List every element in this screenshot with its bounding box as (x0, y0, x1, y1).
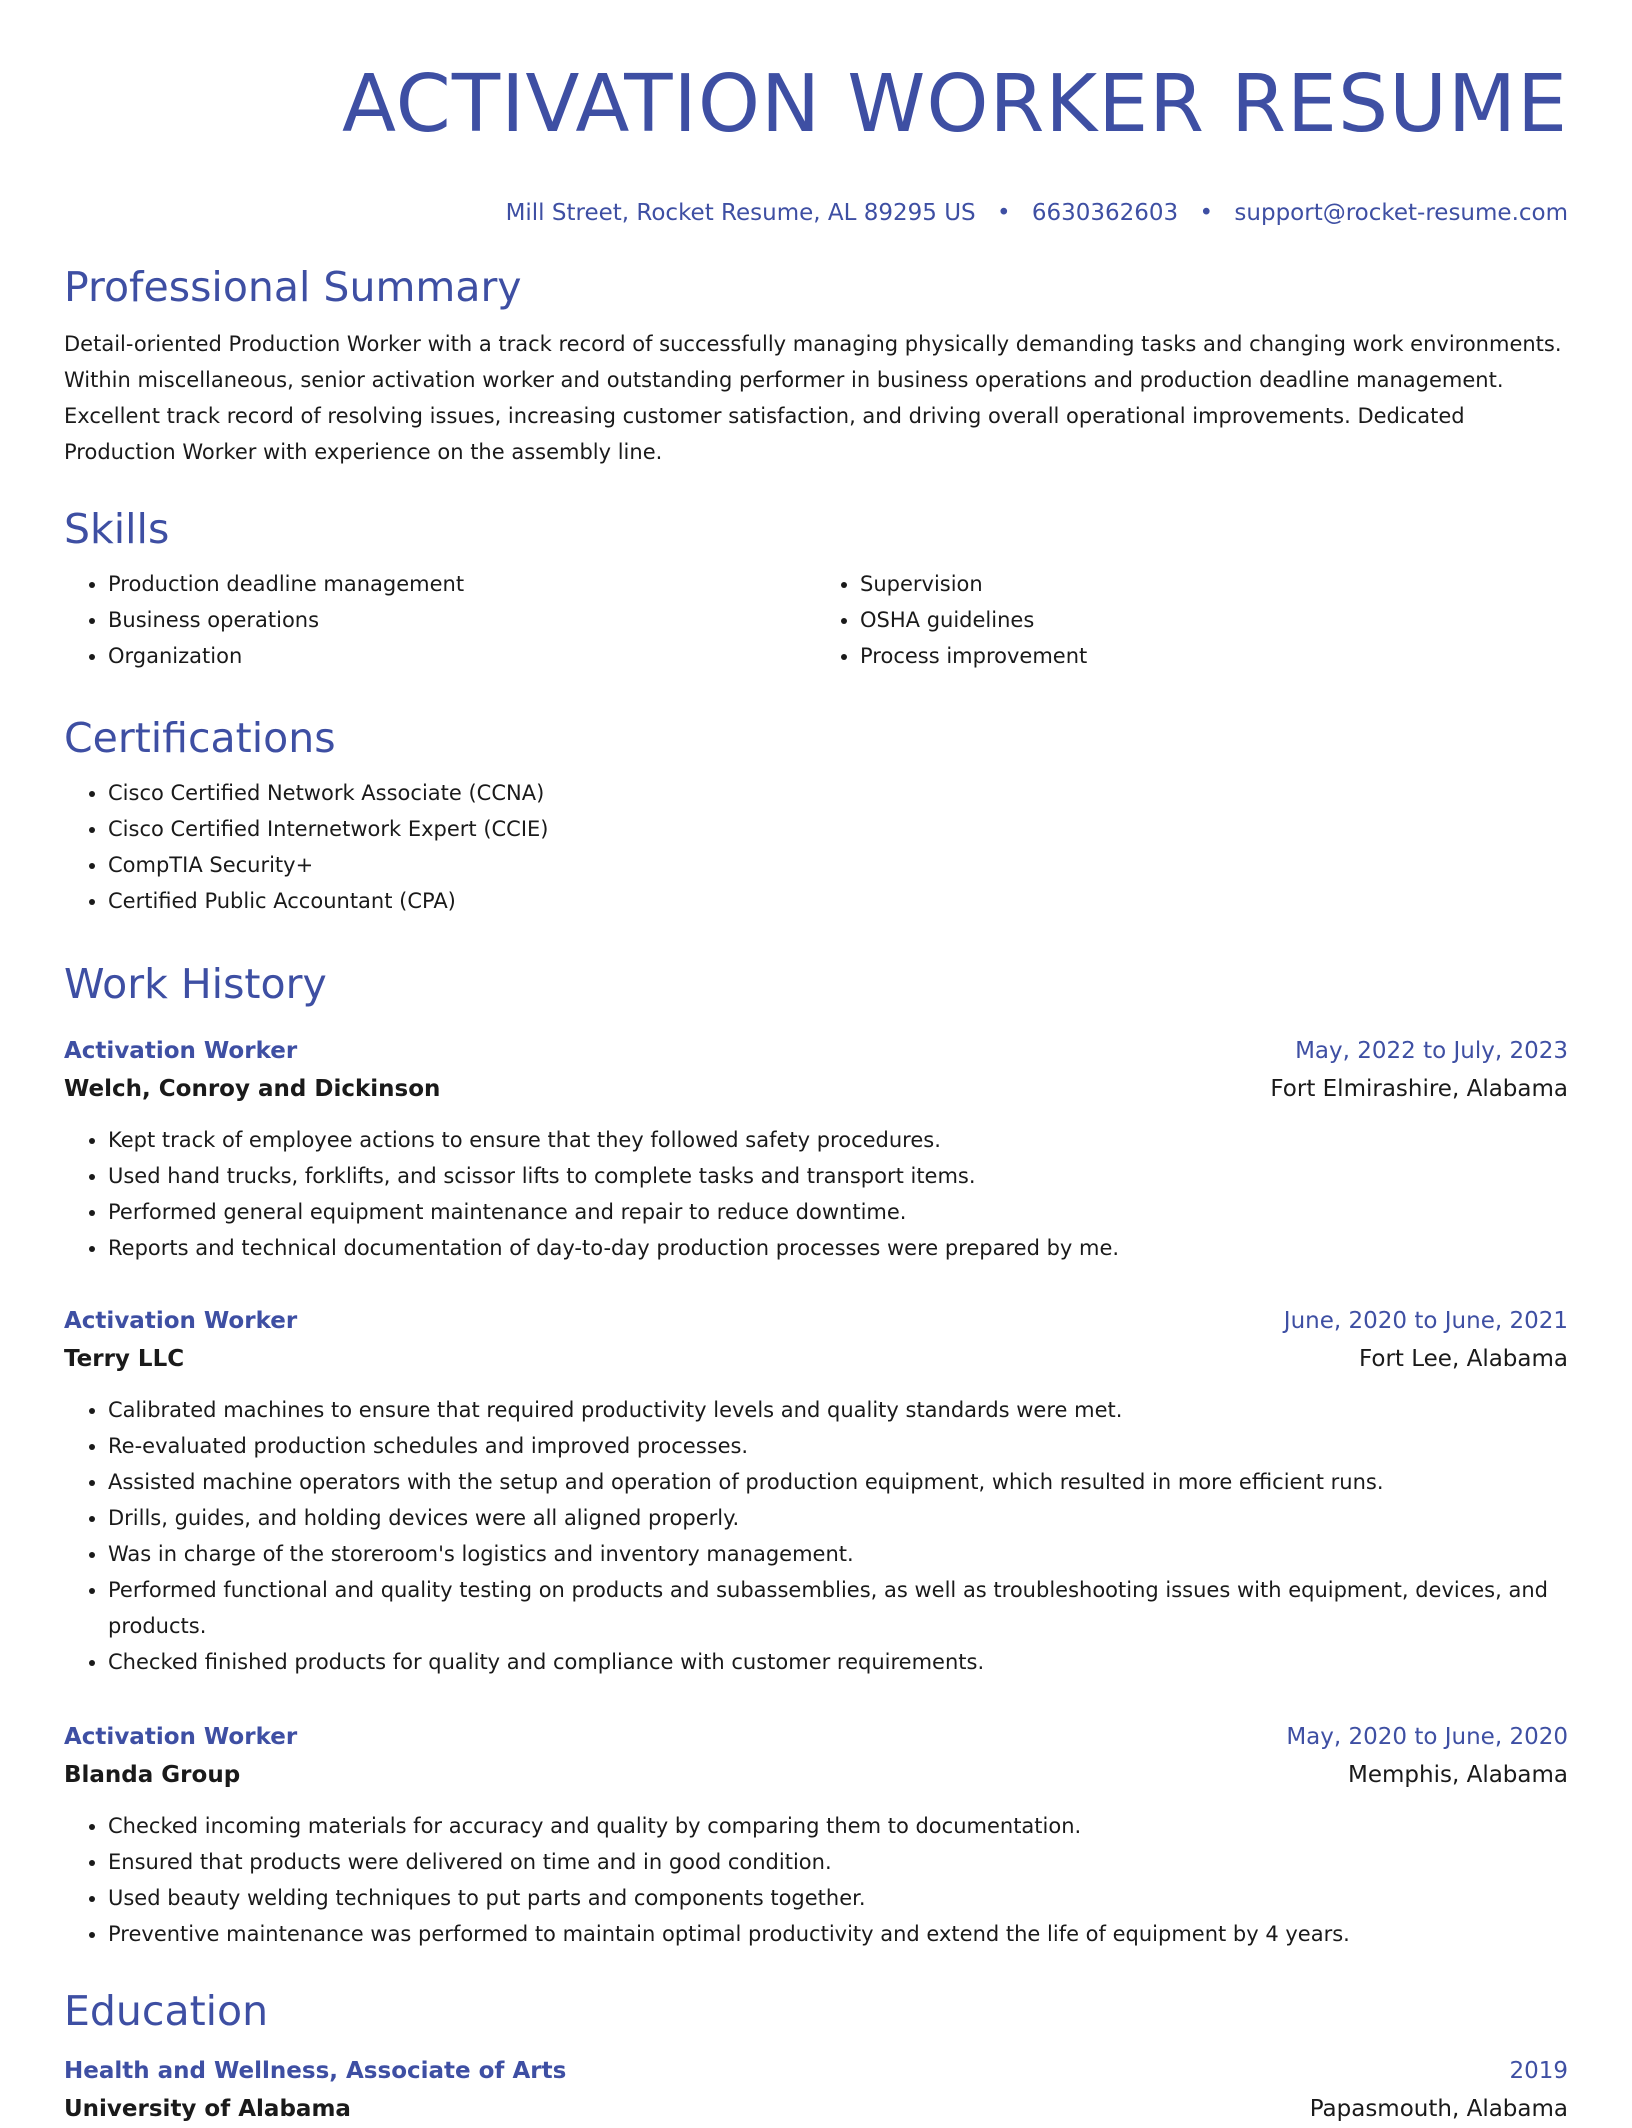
skill-item: • Production deadline management (108, 566, 816, 602)
education-school: University of Alabama (64, 2096, 351, 2122)
job-subheader (64, 1340, 1568, 1378)
job-location: Fort Lee, Alabama (1358, 1346, 1568, 1372)
education-section (64, 1986, 1568, 2128)
skills-grid (64, 566, 1568, 674)
job-bullets (64, 1122, 1568, 1266)
job-entry (64, 1718, 1568, 1952)
job-title: Activation Worker (64, 1308, 298, 1334)
work-heading: Work History (64, 960, 327, 1008)
certifications-list (64, 775, 1568, 919)
job-bullet: • Preventive maintenance was performed to maintain optimal productivity and extend the life of equipment by 4 years. (108, 1916, 1568, 1952)
job-bullet: • Assisted machine operators with the setup and operation of production equipment, which resulted in more efficient runs. (108, 1464, 1568, 1500)
job-bullet: • Calibrated machines to ensure that required productivity levels and quality standards were met. (108, 1392, 1568, 1428)
job-title: Activation Worker (64, 1038, 298, 1064)
work-section (64, 959, 1568, 1009)
certification-item: • Cisco Certified Network Associate (CCNA) (108, 775, 1568, 811)
skills-section (64, 504, 1568, 674)
skill-item: • Process improvement (860, 638, 1568, 674)
job-company: Welch, Conroy and Dickinson (64, 1076, 441, 1102)
job-bullet: • Reports and technical documentation of day-to-day production processes were prepared by me. (108, 1230, 1568, 1266)
job-dates: May, 2022 to July, 2023 (1295, 1038, 1568, 1064)
job-subheader (64, 1756, 1568, 1794)
job-location: Memphis, Alabama (1348, 1762, 1568, 1788)
summary-section (64, 262, 1568, 470)
resume-title: ACTIVATION WORKER RESUME (342, 58, 1568, 150)
job-location: Fort Elmirashire, Alabama (1270, 1076, 1568, 1102)
certification-item: • Cisco Certified Internetwork Expert (CCIE) (108, 811, 1568, 847)
job-dates: May, 2020 to June, 2020 (1286, 1724, 1568, 1750)
job-company: Terry LLC (64, 1346, 185, 1372)
certifications-section (64, 713, 1568, 919)
job-bullet: • Was in charge of the storeroom's logistics and inventory management. (108, 1536, 1568, 1572)
skill-item: • Business operations (108, 602, 816, 638)
contact-line (64, 200, 1568, 226)
skills-heading: Skills (64, 505, 170, 553)
certification-item: • Certified Public Accountant (CPA) (108, 883, 1568, 919)
job-header (64, 1718, 1568, 1756)
job-bullet: • Checked finished products for quality and compliance with customer requirements. (108, 1644, 1568, 1680)
job-header (64, 1302, 1568, 1340)
contact-email[interactable]: support@rocket-resume.com (1234, 200, 1568, 226)
job-bullet: • Drills, guides, and holding devices were all aligned properly. (108, 1500, 1568, 1536)
education-header (64, 2052, 1568, 2090)
job-bullet: • Performed functional and quality testing on products and subassemblies, as well as troubleshooting issues with equipment, devices, and products. (108, 1572, 1568, 1644)
job-bullet: • Performed general equipment maintenance and repair to reduce downtime. (108, 1194, 1568, 1230)
skill-item: • OSHA guidelines (860, 602, 1568, 638)
certification-item: • CompTIA Security+ (108, 847, 1568, 883)
contact-address: Mill Street, Rocket Resume, AL 89295 US (505, 200, 976, 226)
skills-list-right (816, 566, 1568, 674)
job-bullet: • Ensured that products were delivered on time and in good condition. (108, 1844, 1568, 1880)
education-degree: Health and Wellness, Associate of Arts (64, 2058, 567, 2084)
contact-separator: • (996, 200, 1011, 226)
job-bullet: • Used beauty welding techniques to put parts and components together. (108, 1880, 1568, 1916)
job-bullet: • Re-evaluated production schedules and improved processes. (108, 1428, 1568, 1464)
skills-list-left (64, 566, 816, 674)
skill-item: • Organization (108, 638, 816, 674)
job-bullet: • Kept track of employee actions to ensure that they followed safety procedures. (108, 1122, 1568, 1158)
job-title: Activation Worker (64, 1724, 298, 1750)
education-heading: Education (64, 1987, 269, 2035)
education-subheader (64, 2090, 1568, 2128)
summary-heading: Professional Summary (64, 263, 522, 311)
job-header (64, 1032, 1568, 1070)
job-bullets (64, 1392, 1568, 1680)
education-location: Papasmouth, Alabama (1309, 2096, 1568, 2122)
summary-text: Detail-oriented Production Worker with a track record of successfully managing physically demanding tasks and changing work environments. Within miscellaneous, senior activation worker and outstanding performer in business operations and production deadline management. Excellent track record of resolving issues, increasing customer satisfaction, and driving overall operational improvements. Dedicated Production Worker with experience on the assembly line. (64, 332, 1562, 464)
contact-phone: 6630362603 (1031, 200, 1179, 226)
skill-item: • Supervision (860, 566, 1568, 602)
job-subheader (64, 1070, 1568, 1108)
job-dates: June, 2020 to June, 2021 (1283, 1308, 1568, 1334)
job-bullets (64, 1808, 1568, 1952)
job-company: Blanda Group (64, 1762, 241, 1788)
education-year: 2019 (1509, 2058, 1568, 2084)
contact-separator: • (1199, 200, 1214, 226)
job-entry (64, 1032, 1568, 1266)
job-entry (64, 1302, 1568, 1680)
certifications-heading: Certifications (64, 714, 336, 762)
job-bullet: • Checked incoming materials for accuracy and quality by comparing them to documentation. (108, 1808, 1568, 1844)
job-bullet: • Used hand trucks, forklifts, and scissor lifts to complete tasks and transport items. (108, 1158, 1568, 1194)
